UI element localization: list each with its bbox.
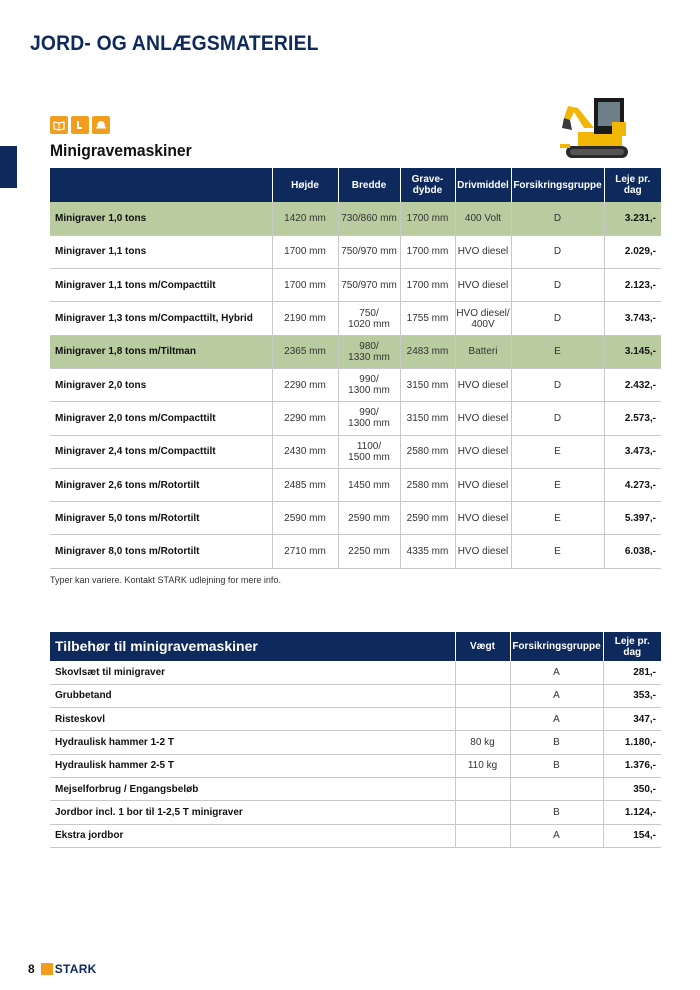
table-row xyxy=(50,731,661,754)
accessory-name: Risteskovl xyxy=(50,708,455,731)
vaegt-value xyxy=(455,708,510,731)
col-hojde: Højde xyxy=(272,168,338,202)
logo-text: STARK xyxy=(54,962,97,976)
hojde-value: 2190 mm xyxy=(272,302,338,335)
price-value: 4.273,- xyxy=(604,468,661,501)
price-value: 154,- xyxy=(603,824,661,847)
table-row xyxy=(50,661,661,684)
bredde-value: 750/ 1020 mm xyxy=(338,302,400,335)
table-row xyxy=(50,535,661,568)
forsikringsgruppe-value: A xyxy=(510,684,603,707)
side-tab xyxy=(0,146,17,188)
mini-excavator-image xyxy=(560,88,644,162)
col-acc-leje xyxy=(603,632,661,661)
hojde-value: 1700 mm xyxy=(272,269,338,302)
bredde-value: 990/ 1300 mm xyxy=(338,402,400,435)
gravedybde-value: 3150 mm xyxy=(400,402,455,435)
drivmiddel-value: HVO diesel xyxy=(455,269,511,302)
drivmiddel-value: Batteri xyxy=(455,335,511,368)
table-row xyxy=(50,777,661,800)
table-row xyxy=(50,801,661,824)
page-title: JORD- OG ANLÆGSMATERIEL xyxy=(30,32,319,55)
accessory-name: Jordbor incl. 1 bor til 1-2,5 T minigraver xyxy=(50,801,455,824)
table-row xyxy=(50,824,661,847)
bredde-value: 990/ 1300 mm xyxy=(338,368,400,401)
book-icon xyxy=(50,116,68,134)
col-vaegt: Vægt xyxy=(455,632,510,661)
price-value: 2.123,- xyxy=(604,269,661,302)
bredde-value: 730/860 mm xyxy=(338,202,400,235)
col-leje-label: Leje pr. dag xyxy=(615,174,651,196)
model-name: Minigraver 2,0 tons m/Compacttilt xyxy=(50,402,272,435)
hojde-value: 2290 mm xyxy=(272,402,338,435)
forsikringsgruppe-value: A xyxy=(510,824,603,847)
vaegt-value: 110 kg xyxy=(455,754,510,777)
col-acc-forsikringsgruppe: Forsikringsgruppe xyxy=(510,632,603,661)
accessory-name: Hydraulisk hammer 1-2 T xyxy=(50,731,455,754)
drivmiddel-value: HVO diesel xyxy=(455,468,511,501)
forsikringsgruppe-value xyxy=(510,777,603,800)
vaegt-value xyxy=(455,684,510,707)
hojde-value: 2365 mm xyxy=(272,335,338,368)
machines-header-row xyxy=(50,168,661,202)
price-value: 1.180,- xyxy=(603,731,661,754)
bredde-value: 1100/ 1500 mm xyxy=(338,435,400,468)
section-title: Minigravemaskiner xyxy=(50,141,192,160)
table-row xyxy=(50,335,661,368)
model-name: Minigraver 1,1 tons m/Compacttilt xyxy=(50,269,272,302)
forsikringsgruppe-value: D xyxy=(511,402,604,435)
accessories-header-row xyxy=(50,632,661,661)
gravedybde-value: 1755 mm xyxy=(400,302,455,335)
drivmiddel-value: HVO diesel/ 400V xyxy=(455,302,511,335)
model-name: Minigraver 2,6 tons m/Rotortilt xyxy=(50,468,272,501)
drivmiddel-value: HVO diesel xyxy=(455,368,511,401)
model-name: Minigraver 2,0 tons xyxy=(50,368,272,401)
accessory-name: Grubbetand xyxy=(50,684,455,707)
gravedybde-value: 2483 mm xyxy=(400,335,455,368)
model-name: Minigraver 1,0 tons xyxy=(50,202,272,235)
col-forsikringsgruppe: Forsikringsgruppe xyxy=(511,168,604,202)
price-value: 353,- xyxy=(603,684,661,707)
table-row xyxy=(50,684,661,707)
col-bredde: Bredde xyxy=(338,168,400,202)
forsikringsgruppe-value: E xyxy=(511,435,604,468)
page-number: 8 xyxy=(28,962,35,976)
col-drivmiddel: Drivmiddel xyxy=(455,168,511,202)
hojde-value: 2485 mm xyxy=(272,468,338,501)
vaegt-value xyxy=(455,777,510,800)
col-leje xyxy=(604,168,661,202)
forsikringsgruppe-value: B xyxy=(510,731,603,754)
forsikringsgruppe-value: E xyxy=(511,502,604,535)
bredde-value: 750/970 mm xyxy=(338,269,400,302)
forsikringsgruppe-value: B xyxy=(510,754,603,777)
stark-logo xyxy=(41,962,97,976)
forsikringsgruppe-value: A xyxy=(510,708,603,731)
table-row xyxy=(50,202,661,235)
drivmiddel-value: HVO diesel xyxy=(455,435,511,468)
model-name: Minigraver 1,8 tons m/Tiltman xyxy=(50,335,272,368)
safety-icons xyxy=(50,116,110,134)
hojde-value: 2590 mm xyxy=(272,502,338,535)
bredde-value: 2250 mm xyxy=(338,535,400,568)
vaegt-value xyxy=(455,824,510,847)
table-row xyxy=(50,708,661,731)
accessory-name: Skovlsæt til minigraver xyxy=(50,661,455,684)
price-value: 281,- xyxy=(603,661,661,684)
forsikringsgruppe-value: E xyxy=(511,335,604,368)
col-accessory: Tilbehør til minigravemaskiner xyxy=(50,632,455,661)
bredde-value: 750/970 mm xyxy=(338,235,400,268)
forsikringsgruppe-value: E xyxy=(511,468,604,501)
price-value: 3.473,- xyxy=(604,435,661,468)
accessory-name: Mejselforbrug / Engangsbeløb xyxy=(50,777,455,800)
forsikringsgruppe-value: A xyxy=(510,661,603,684)
table-row xyxy=(50,402,661,435)
forsikringsgruppe-value: D xyxy=(511,302,604,335)
hojde-value: 2430 mm xyxy=(272,435,338,468)
price-value: 1.376,- xyxy=(603,754,661,777)
hojde-value: 2710 mm xyxy=(272,535,338,568)
forsikringsgruppe-value: D xyxy=(511,202,604,235)
gravedybde-value: 1700 mm xyxy=(400,202,455,235)
forsikringsgruppe-value: D xyxy=(511,235,604,268)
forsikringsgruppe-value: B xyxy=(510,801,603,824)
price-value: 2.029,- xyxy=(604,235,661,268)
bredde-value: 2590 mm xyxy=(338,502,400,535)
model-name: Minigraver 5,0 tons m/Rotortilt xyxy=(50,502,272,535)
col-acc-leje-label: Leje pr. dag xyxy=(614,635,650,658)
price-value: 3.145,- xyxy=(604,335,661,368)
table-row xyxy=(50,468,661,501)
bredde-value: 1450 mm xyxy=(338,468,400,501)
table-row xyxy=(50,302,661,335)
model-name: Minigraver 2,4 tons m/Compacttilt xyxy=(50,435,272,468)
price-value: 5.397,- xyxy=(604,502,661,535)
accessory-name: Hydraulisk hammer 2-5 T xyxy=(50,754,455,777)
forsikringsgruppe-value: D xyxy=(511,269,604,302)
gravedybde-value: 4335 mm xyxy=(400,535,455,568)
table-row xyxy=(50,269,661,302)
drivmiddel-value: HVO diesel xyxy=(455,402,511,435)
price-value: 2.573,- xyxy=(604,402,661,435)
table-row xyxy=(50,502,661,535)
vaegt-value: 80 kg xyxy=(455,731,510,754)
price-value: 3.743,- xyxy=(604,302,661,335)
hojde-value: 1420 mm xyxy=(272,202,338,235)
price-value: 347,- xyxy=(603,708,661,731)
price-value: 2.432,- xyxy=(604,368,661,401)
accessories-table xyxy=(50,632,661,848)
forsikringsgruppe-value: E xyxy=(511,535,604,568)
table-row xyxy=(50,368,661,401)
col-gravedybde xyxy=(400,168,455,202)
gravedybde-value: 2580 mm xyxy=(400,435,455,468)
accessory-name: Ekstra jordbor xyxy=(50,824,455,847)
footer xyxy=(28,962,97,976)
price-value: 1.124,- xyxy=(603,801,661,824)
table-row xyxy=(50,235,661,268)
drivmiddel-value: HVO diesel xyxy=(455,502,511,535)
logo-mark-icon xyxy=(41,963,53,975)
forsikringsgruppe-value: D xyxy=(511,368,604,401)
gravedybde-value: 3150 mm xyxy=(400,368,455,401)
model-name: Minigraver 8,0 tons m/Rotortilt xyxy=(50,535,272,568)
gravedybde-value: 1700 mm xyxy=(400,235,455,268)
table-row xyxy=(50,754,661,777)
price-value: 3.231,- xyxy=(604,202,661,235)
hojde-value: 1700 mm xyxy=(272,235,338,268)
boots-icon xyxy=(71,116,89,134)
hojde-value: 2290 mm xyxy=(272,368,338,401)
vaegt-value xyxy=(455,801,510,824)
helmet-icon xyxy=(92,116,110,134)
gravedybde-value: 2580 mm xyxy=(400,468,455,501)
disclaimer-note: Typer kan variere. Kontakt STARK udlejning for mere info. xyxy=(50,575,281,585)
model-name: Minigraver 1,1 tons xyxy=(50,235,272,268)
bredde-value: 980/ 1330 mm xyxy=(338,335,400,368)
col-model xyxy=(50,168,272,202)
machines-table xyxy=(50,168,661,569)
vaegt-value xyxy=(455,661,510,684)
gravedybde-value: 1700 mm xyxy=(400,269,455,302)
drivmiddel-value: 400 Volt xyxy=(455,202,511,235)
price-value: 6.038,- xyxy=(604,535,661,568)
col-gravedybde-label: Grave- dybde xyxy=(411,174,444,196)
price-value: 350,- xyxy=(603,777,661,800)
gravedybde-value: 2590 mm xyxy=(400,502,455,535)
drivmiddel-value: HVO diesel xyxy=(455,235,511,268)
model-name: Minigraver 1,3 tons m/Compacttilt, Hybrid xyxy=(50,302,272,335)
table-row xyxy=(50,435,661,468)
drivmiddel-value: HVO diesel xyxy=(455,535,511,568)
